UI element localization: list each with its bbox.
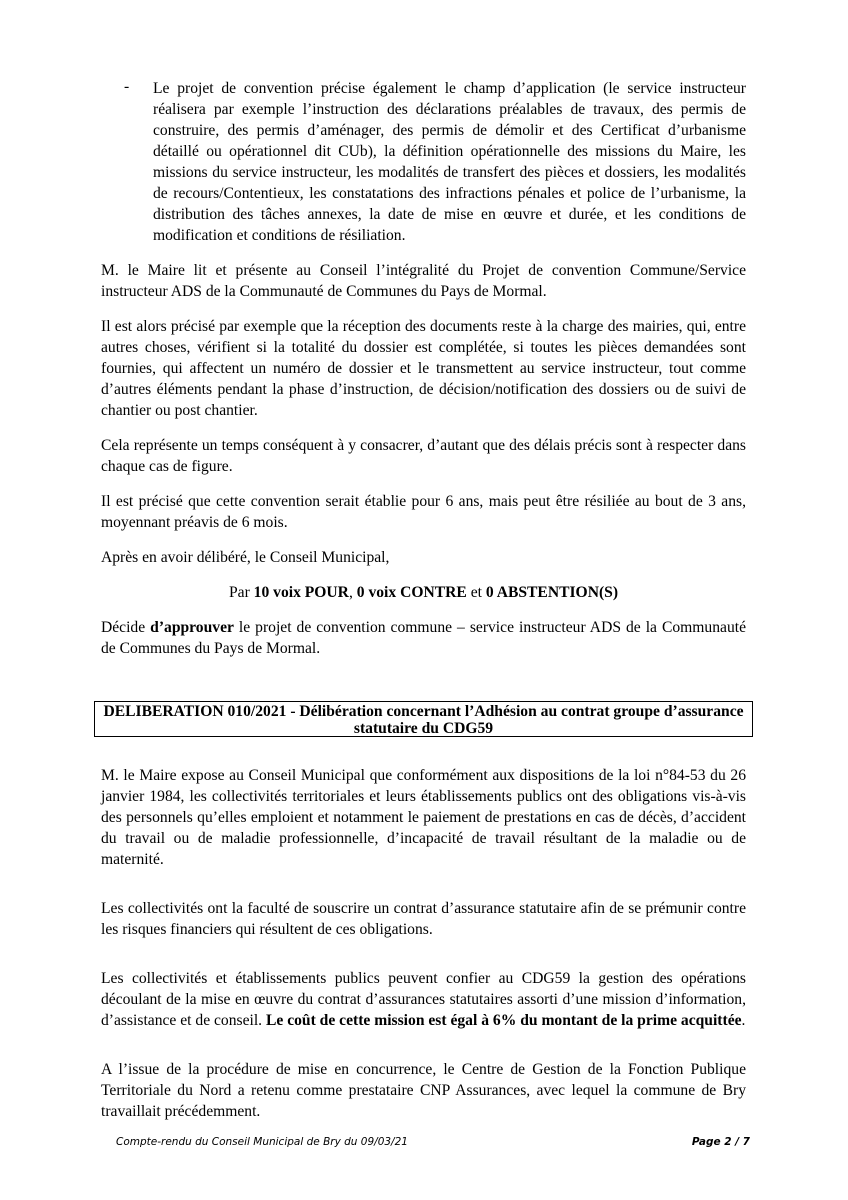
bullet-dash: - [124, 78, 130, 95]
vote-sep1: , [348, 584, 357, 601]
vote-sep2: et [466, 584, 486, 601]
deliberation-body [101, 765, 746, 1122]
footer-title: Compte-rendu du Conseil Municipal de Bry du 09/03/21 [116, 1136, 408, 1148]
paragraph-provider: A l’issue de la procédure de mise en concurrence, le Centre de Gestion de la Fonction Publique Territoriale du Nord a retenu comme prestataire CNP Assurances, avec lequel la commune de Bry travaillait précédemment. [101, 1061, 746, 1120]
decision-prefix: Décide [101, 619, 151, 636]
paragraph-time: Cela représente un temps conséquent à y consacrer, d’autant que des délais précis sont à respecter dans chaque cas de figure. [101, 437, 746, 475]
paragraph-reading: M. le Maire lit et présente au Conseil l’intégralité du Projet de convention Commune/Service instructeur ADS de la Communauté de Communes du Pays de Mormal. [101, 262, 746, 300]
vote-abstention: 0 ABSTENTION(S) [485, 584, 619, 601]
cdg59-cost: Le coût de cette mission est égal à 6% du montant de la prime acquittée [265, 1012, 742, 1029]
cdg59-end: . [741, 1012, 746, 1029]
bullet-text: Le projet de convention précise également le champ d’application (le service instructeur réalisera par exemple l’instruction des déclarations préalables de travaux, des permis de construire, des permis d’aménager, des permis de démolir et des Certificat d’urbanisme détaillé ou opérationnel dit CUb), la définition opérationnelle des missions du Maire, les missions du service instructeur, les modalités de transfert des pièces et dossiers, les modalités de recours/Contentieux, les constatations des infractions pénales et police de l’urbanisme, la distribution des tâches annexes, la date de mise en œuvre et durée, et les conditions de modification et conditions de résiliation. [153, 80, 746, 244]
vote-pour: 10 voix POUR [253, 584, 349, 601]
bullet-item [124, 78, 746, 246]
deliberation-title-line1: DELIBERATION 010/2021 - Délibération concernant l’Adhésion au contrat groupe d’assurance [103, 703, 744, 720]
paragraph-reception: Il est alors précisé par exemple que la réception des documents reste à la charge des mairies, qui, entre autres choses, vérifient si la totalité du dossier est complétée, si toutes les pièces demandées sont fournies, qui affectent un numéro de dossier et le transmettent au service instructeur, tout comme d’autres éléments pendant la phase d’instruction, de décision/notification des dossiers ou de suivi de chantier ou post chantier. [101, 318, 746, 419]
paragraph-faculty: Les collectivités ont la faculté de souscrire un contrat d’assurance statutaire afin de se prémunir contre les risques financiers qui résultent de ces obligations. [101, 900, 746, 938]
page-number: Page 2 / 7 [691, 1136, 750, 1148]
deliberation-title-line2: statutaire du CDG59 [353, 720, 494, 737]
vote-result [101, 582, 746, 603]
deliberation-title-box [94, 701, 753, 737]
decision-bold: d’approuver [150, 619, 234, 636]
paragraph-cdg59 [101, 968, 746, 1031]
page-content [101, 78, 746, 659]
vote-prefix: Par [228, 584, 254, 601]
vote-contre: 0 voix CONTRE [356, 584, 467, 601]
paragraph-duration: Il est précisé que cette convention serait établie pour 6 ans, mais peut être résiliée au bout de 3 ans, moyennant préavis de 6 mois. [101, 493, 746, 531]
paragraph-deliberated: Après en avoir délibéré, le Conseil Municipal, [101, 549, 390, 566]
paragraph-law: M. le Maire expose au Conseil Municipal que conformément aux dispositions de la loi n°84-53 du 26 janvier 1984, les collectivités territoriales et leurs établissements publics ont des obligations vis-à-vis des personnels qu’elles emploient et notamment le paiement de prestations en cas de décès, d’accident du travail ou de maladie professionnelle, d’incapacité de travail résultant de la maladie ou de maternité. [101, 767, 746, 868]
cdg59-text: Les collectivités et établissements publics peuvent confier au CDG59 la gestion des opérations découlant de la mise en œuvre du contrat d’assurances statutaires assorti d’une mission d’information, d’assistance et de conseil. [101, 970, 746, 1029]
decision-rest: le projet de convention commune – service instructeur ADS de la Communauté de Communes du Pays de Mormal. [101, 619, 746, 657]
decision-paragraph [101, 617, 746, 659]
